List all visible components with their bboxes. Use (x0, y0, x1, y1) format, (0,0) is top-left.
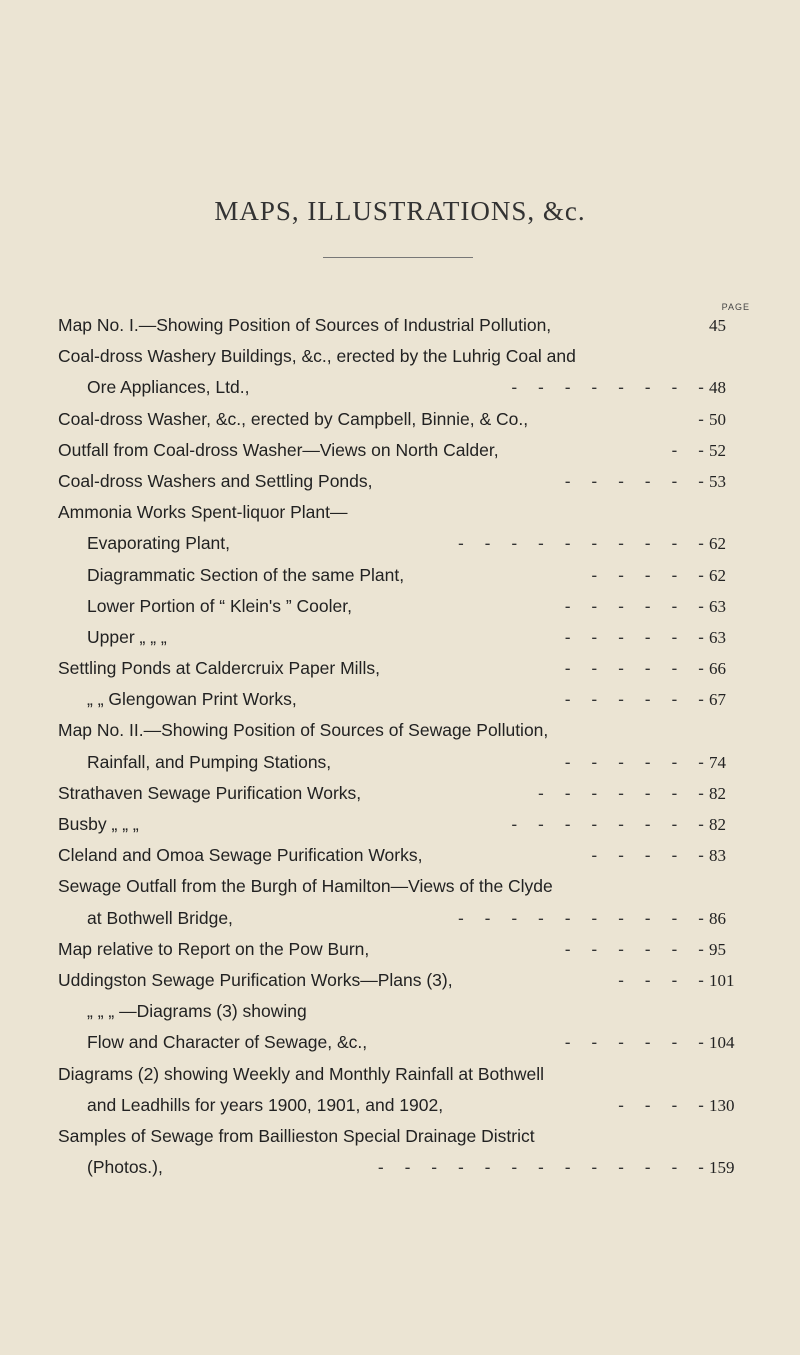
contents-entry (0, 778, 800, 809)
entry-page-number: 66 (709, 659, 726, 679)
contents-list (0, 310, 800, 1183)
contents-entry (0, 747, 800, 778)
entry-title: Flow and Character of Sewage, &c., (87, 1032, 368, 1053)
contents-entry (0, 497, 800, 528)
dot-leader: - - - - - - - - (511, 377, 712, 398)
entry-page-number: 52 (709, 440, 726, 460)
entry-title: Uddingston Sewage Purification Works—Plans (3), (58, 969, 453, 990)
entry-title: Map No. II.—Showing Position of Sources of Sewage Pollution, (58, 720, 549, 741)
dot-leader: - - - - - - (564, 626, 712, 647)
entry-page-number: 53 (709, 471, 726, 491)
contents-entry (0, 653, 800, 684)
dot-leader: - - - - - - (564, 595, 712, 616)
entry-page-number: 48 (709, 378, 726, 398)
entry-page-number: 62 (709, 565, 726, 585)
contents-entry (0, 404, 800, 435)
dot-leader: - - - - - - (564, 658, 712, 679)
dot-leader: - - (671, 439, 712, 460)
entry-title: Lower Portion of “ Klein's ” Cooler, (87, 595, 352, 616)
entry-page-number: 104 (709, 1033, 735, 1053)
dot-leader: - - - - - - - - - - - - - (377, 1157, 712, 1178)
entry-page-number: 74 (709, 752, 726, 772)
entry-page-number: 86 (709, 908, 726, 928)
entry-page-number: 63 (709, 627, 726, 647)
entry-title: Strathaven Sewage Purification Works, (58, 782, 362, 803)
entry-title: Map relative to Report on the Pow Burn, (58, 938, 370, 959)
entry-title: Map No. I.—Showing Position of Sources of Industrial Pollution, (58, 315, 552, 335)
contents-entry (0, 684, 800, 715)
contents-entry (0, 809, 800, 840)
entry-title: (Photos.), (87, 1157, 163, 1178)
entry-title: Coal-dross Washer, &c., erected by Campbell, Binnie, & Co., (58, 408, 529, 429)
entry-title: at Bothwell Bridge, (87, 907, 233, 928)
entry-page-number: 159 (709, 1158, 735, 1178)
entry-page-number: 83 (709, 846, 726, 866)
entry-page-number: 82 (709, 783, 726, 803)
contents-entry (0, 310, 800, 341)
contents-entry (0, 871, 800, 902)
entry-title: Upper „ „ „ (87, 626, 167, 647)
contents-entry (0, 560, 800, 591)
entry-title: and Leadhills for years 1900, 1901, and 1902, (87, 1094, 444, 1115)
entry-title: Evaporating Plant, (87, 533, 231, 554)
entry-title: Ammonia Works Spent-liquor Plant— (58, 502, 348, 523)
page-title: MAPS, ILLUSTRATIONS, &c. (214, 196, 586, 226)
entry-title: „ „ „ —Diagrams (3) showing (87, 1001, 307, 1022)
entry-page-number: 50 (709, 409, 726, 429)
entry-title: Coal-dross Washers and Settling Ponds, (58, 470, 373, 491)
entry-page-number: 95 (709, 939, 726, 959)
dot-leader: - - - - - (591, 564, 712, 585)
title-divider (323, 257, 473, 258)
entry-title: Sewage Outfall from the Burgh of Hamilton—Views of the Clyde (58, 876, 553, 897)
contents-entry (0, 1059, 800, 1090)
dot-leader: - - - - - - (564, 1032, 712, 1053)
entry-title: „ „ Glengowan Print Works, (87, 689, 297, 710)
dot-leader: - - - - - - (564, 689, 712, 710)
entry-title: Diagrams (2) showing Weekly and Monthly Rainfall at Bothwell (58, 1063, 545, 1084)
dot-leader: - - - - (618, 969, 712, 990)
entry-title: Diagrammatic Section of the same Plant, (87, 564, 405, 585)
contents-entry (0, 715, 800, 746)
entry-title: Coal-dross Washery Buildings, &c., erected by the Luhrig Coal and (58, 346, 576, 367)
entry-title: Busby „ „ „ (58, 814, 139, 834)
entry-title: Samples of Sewage from Baillieston Special Drainage District (58, 1125, 535, 1146)
contents-entry (0, 840, 800, 871)
entry-title: Rainfall, and Pumping Stations, (87, 751, 332, 772)
contents-entry (0, 1090, 800, 1121)
entry-page-number: 45 (709, 316, 726, 335)
entry-page-number: 67 (709, 690, 726, 710)
entry-title: Settling Ponds at Caldercruix Paper Mills, (58, 658, 380, 679)
dot-leader: - - - - - - - - (511, 814, 712, 834)
contents-entry (0, 341, 800, 372)
entry-page-number: 101 (709, 970, 735, 990)
dot-leader: - - - - (618, 1094, 712, 1115)
dot-leader: - - - - - - (564, 470, 712, 491)
contents-entry (0, 903, 800, 934)
contents-entry (0, 1121, 800, 1152)
dot-leader: - - - - - - (564, 938, 712, 959)
entry-page-number: 63 (709, 596, 726, 616)
dot-leader: - - - - - - - - - - (457, 907, 712, 928)
contents-entry (0, 1027, 800, 1058)
contents-entry (0, 591, 800, 622)
dot-leader: - - - - - (591, 845, 712, 866)
contents-entry (0, 934, 800, 965)
contents-entry (0, 996, 800, 1027)
entry-title: Ore Appliances, Ltd., (87, 377, 250, 398)
entry-page-number: 62 (709, 534, 726, 554)
page-column-header: PAGE (721, 302, 750, 312)
entry-page-number: 82 (709, 815, 726, 834)
contents-entry (0, 965, 800, 996)
contents-entry (0, 528, 800, 559)
contents-entry (0, 622, 800, 653)
entry-title: Outfall from Coal-dross Washer—Views on North Calder, (58, 439, 499, 460)
dot-leader: - - - - - - (564, 751, 712, 772)
entry-page-number: 130 (709, 1095, 735, 1115)
contents-entry (0, 372, 800, 403)
dot-leader: - - - - - - - - - - (457, 533, 712, 554)
dot-leader: - (698, 408, 712, 429)
entry-title: Cleland and Omoa Sewage Purification Works, (58, 845, 423, 866)
contents-entry (0, 466, 800, 497)
contents-entry (0, 1152, 800, 1183)
contents-entry (0, 435, 800, 466)
dot-leader: - - - - - - - (538, 782, 712, 803)
